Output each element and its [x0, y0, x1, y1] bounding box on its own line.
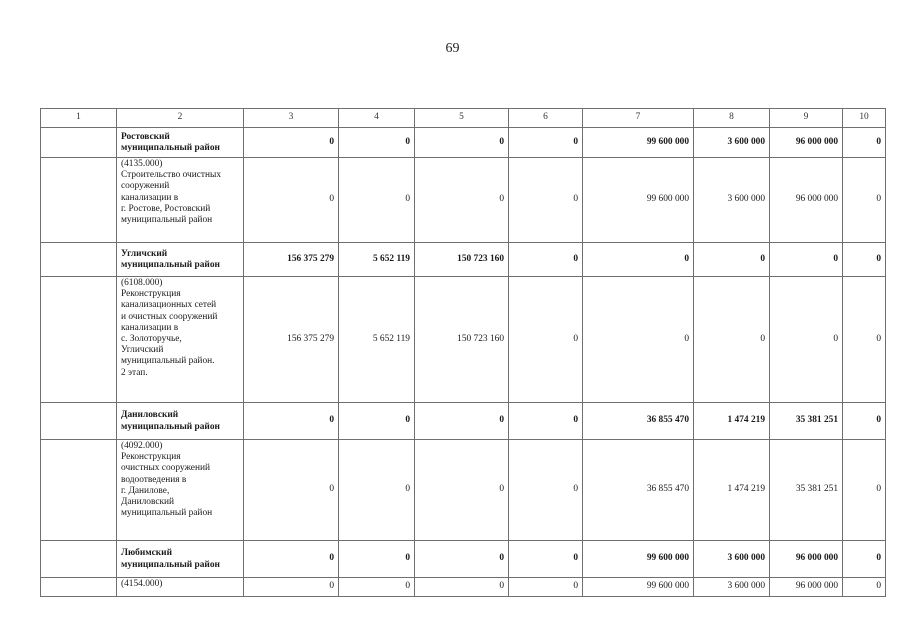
table-row — [41, 578, 886, 597]
table-cell — [41, 128, 117, 158]
table-cell — [41, 277, 117, 403]
column-header: 9 — [770, 109, 843, 128]
table-cell: 96 000 000 — [770, 128, 843, 158]
table-cell: 150 723 160 — [415, 243, 509, 277]
table-cell: 3 600 000 — [694, 158, 770, 243]
table-cell: 0 — [339, 440, 415, 541]
table-cell: 0 — [244, 128, 339, 158]
table-cell: 0 — [244, 578, 339, 597]
table-header-row — [41, 109, 886, 128]
table-cell: 0 — [339, 541, 415, 578]
table-cell: 1 474 219 — [694, 440, 770, 541]
table-cell — [41, 243, 117, 277]
table-row — [41, 403, 886, 440]
table-cell: 0 — [843, 243, 886, 277]
table-cell: 0 — [244, 541, 339, 578]
column-header: 8 — [694, 109, 770, 128]
table-cell: 0 — [843, 403, 886, 440]
table-cell: 99 600 000 — [583, 158, 694, 243]
table-cell: 0 — [843, 541, 886, 578]
table-cell: 0 — [509, 128, 583, 158]
table-cell — [41, 541, 117, 578]
table-cell: 0 — [509, 541, 583, 578]
table-cell: 5 652 119 — [339, 243, 415, 277]
table-cell: 0 — [415, 541, 509, 578]
table-row — [41, 128, 886, 158]
table-cell: 0 — [509, 277, 583, 403]
table-cell: 0 — [509, 243, 583, 277]
table-cell: 0 — [583, 243, 694, 277]
table-cell: 3 600 000 — [694, 541, 770, 578]
table-cell: 36 855 470 — [583, 440, 694, 541]
table-cell: 0 — [339, 578, 415, 597]
table-cell: 0 — [509, 158, 583, 243]
table-cell: 0 — [583, 277, 694, 403]
row-name: Любимский муниципальный район — [117, 541, 244, 578]
table-cell: 0 — [509, 403, 583, 440]
column-header: 7 — [583, 109, 694, 128]
table-cell: 0 — [843, 128, 886, 158]
table-cell: 0 — [509, 578, 583, 597]
table-cell: 0 — [509, 440, 583, 541]
row-name: (4135.000) Строительство очистных сооружений канализации в г. Ростове, Ростовский муниципальный район — [117, 158, 244, 243]
table-cell: 96 000 000 — [770, 158, 843, 243]
row-name: Угличский муниципальный район — [117, 243, 244, 277]
table-cell: 3 600 000 — [694, 128, 770, 158]
table-cell: 0 — [415, 440, 509, 541]
table-cell: 0 — [843, 158, 886, 243]
table-cell: 0 — [339, 128, 415, 158]
budget-table — [40, 108, 886, 597]
table-cell: 0 — [244, 440, 339, 541]
table-cell — [41, 578, 117, 597]
table-cell: 0 — [415, 158, 509, 243]
table-cell: 36 855 470 — [583, 403, 694, 440]
table-cell: 156 375 279 — [244, 277, 339, 403]
column-header: 10 — [843, 109, 886, 128]
table-cell: 0 — [244, 158, 339, 243]
table-cell: 35 381 251 — [770, 440, 843, 541]
table-cell: 0 — [339, 158, 415, 243]
column-header: 1 — [41, 109, 117, 128]
table-cell: 96 000 000 — [770, 578, 843, 597]
table-cell: 1 474 219 — [694, 403, 770, 440]
table-cell: 0 — [770, 243, 843, 277]
table-row — [41, 440, 886, 541]
table-cell: 0 — [415, 403, 509, 440]
row-name: (4092.000) Реконструкция очистных сооружений водоотведения в г. Данилове, Даниловский муниципальный район — [117, 440, 244, 541]
table-cell: 0 — [339, 403, 415, 440]
table-cell: 3 600 000 — [694, 578, 770, 597]
table-cell: 35 381 251 — [770, 403, 843, 440]
table-cell: 0 — [843, 578, 886, 597]
row-name: (4154.000) — [117, 578, 244, 597]
table-cell: 99 600 000 — [583, 578, 694, 597]
column-header: 6 — [509, 109, 583, 128]
table-cell: 99 600 000 — [583, 541, 694, 578]
table-cell: 0 — [770, 277, 843, 403]
column-header: 5 — [415, 109, 509, 128]
column-header: 4 — [339, 109, 415, 128]
table-row — [41, 158, 886, 243]
column-header: 2 — [117, 109, 244, 128]
table-cell: 0 — [694, 243, 770, 277]
table-cell: 0 — [415, 128, 509, 158]
table-cell: 0 — [843, 277, 886, 403]
row-name: Даниловский муниципальный район — [117, 403, 244, 440]
table-cell: 0 — [244, 403, 339, 440]
table-cell: 156 375 279 — [244, 243, 339, 277]
table-cell — [41, 158, 117, 243]
row-name: (6108.000) Реконструкция канализационных сетей и очистных сооружений канализации в с. Золоторучье, Угличский муниципальный район. 2 этап. — [117, 277, 244, 403]
table-cell: 99 600 000 — [583, 128, 694, 158]
table-cell: 0 — [415, 578, 509, 597]
table-cell — [41, 440, 117, 541]
table-row — [41, 541, 886, 578]
column-header: 3 — [244, 109, 339, 128]
table-cell: 96 000 000 — [770, 541, 843, 578]
table-cell — [41, 403, 117, 440]
row-name: Ростовский муниципальный район — [117, 128, 244, 158]
table-cell: 150 723 160 — [415, 277, 509, 403]
table-row — [41, 277, 886, 403]
table-cell: 0 — [694, 277, 770, 403]
table-cell: 0 — [843, 440, 886, 541]
table-row — [41, 243, 886, 277]
table-cell: 5 652 119 — [339, 277, 415, 403]
page-number: 69 — [445, 41, 460, 56]
